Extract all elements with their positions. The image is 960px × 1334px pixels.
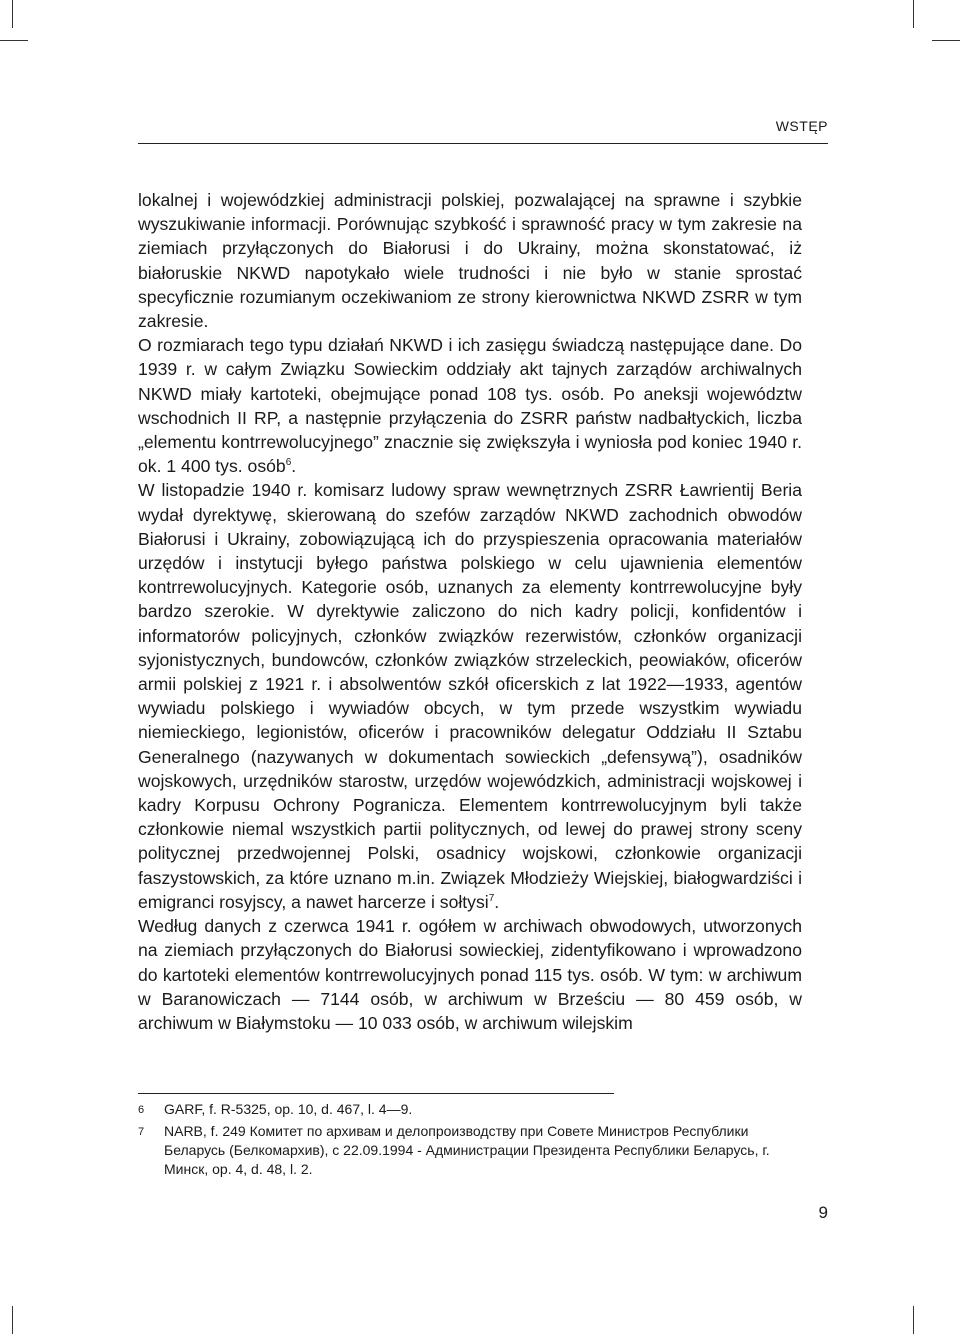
crop-mark — [932, 40, 960, 41]
crop-mark — [913, 0, 914, 28]
footnote-rule — [138, 1093, 614, 1094]
crop-mark — [913, 1306, 914, 1334]
paragraph: lokalnej i wojewódzkiej administracji polskiej, pozwalającej na sprawne i szybkie wyszukiwanie informacji. Porównując szybkość i sprawność pracy w tym zakresie na ziemiach przyłączonych do Białorusi i do Ukrainy, można skonstatować, iż białoruskie NKWD napotykało wiele trudności i nie było w stanie sprostać specyficznie rozumianym oczekiwaniom ze strony kierownictwa NKWD ZSRR w tym zakresie. — [138, 190, 802, 332]
footnotes — [138, 1100, 802, 1181]
footnote-number: 6 — [138, 1104, 145, 1116]
crop-mark — [12, 1306, 13, 1334]
footnote — [138, 1100, 802, 1120]
paragraph: W listopadzie 1940 r. komisarz ludowy spraw wewnętrznych ZSRR Ławrientij Beria wydał dyrektywę, skierowaną do szefów zarządów NKWD zachodnich obwodów Białorusi i Ukrainy, zobowiązującą ich do przyspieszenia opracowania materiałów urzędów i instytucji byłego państwa polskiego w celu ujawnienia elementów kontrrewolucyjnych. Kategorie osób, uznanych za elementy kontrrewolucyjne były bardzo szerokie. W dyrektywie zaliczono do nich kadry policji, konfidentów i informatorów policyjnych, członków związków rezerwistów, członków organizacji syjonistycznych, bundowców, członków związków strzeleckich, peowiaków, oficerów armii polskiej z 1921 r. i absolwentów szkół oficerskich z lat 1922—1933, agentów wywiadu polskiego i wywiadów obcych, w tym przede wszystkim wywiadu niemieckiego, legionistów, oficerów i pracowników delegatur Oddziału II Sztabu Generalnego (nazywanych w dokumentach sowieckich „defensywą”), osadników wojskowych, urzędników starostw, urzędów wojewódzkich, administracji wojskowej i kadry Korpusu Ochrony Pogranicza. Elementem kontrrewolucyjnym byli także członkowie niemal wszystkich partii politycznych, od lewej do prawej strony sceny politycznej przedwojennej Polski, osadnicy wojskowi, członkowie organizacji faszystowskich, za które uznano m.in. Związek Młodzieży Wiejskiej, białogwardziści i emigranci rosyjscy, a nawet harcerze i sołtysi$^7$. — [138, 480, 802, 912]
running-head: WSTĘP — [775, 118, 828, 134]
footnote-text: NARB, f. 249 Комитет по архивам и делопроизводству при Совете Министров Республики Беларусь (Белкомархив), с 22.09.1994 - Администрации Президента Республики Беларусь, г. Минск, ор. 4, d. 48, l. 2. — [164, 1123, 770, 1177]
footnote-text: GARF, f. R-5325, op. 10, d. 467, l. 4—9. — [164, 1101, 413, 1117]
main-text — [138, 188, 802, 1035]
paragraph: Według danych z czerwca 1941 r. ogółem w archiwach obwodowych, utworzonych na ziemiach przyłączonych do Białorusi sowieckiej, zidentyfikowano i wprowadzono do kartoteki elementów kontrrewolucyjnych ponad 115 tys. osób. W tym: w archiwum w Baranowiczach — 7144 osób, w archiwum w Brześciu — 80 459 osób, w archiwum w Białymstoku — 10 033 osób, w archiwum wilejskim — [138, 916, 802, 1033]
footnote-number: 7 — [138, 1126, 145, 1138]
page-number: 9 — [818, 1203, 828, 1222]
footnote — [138, 1122, 802, 1179]
header-rule — [138, 143, 828, 144]
crop-mark — [0, 40, 28, 41]
paragraph: O rozmiarach tego typu działań NKWD i ich zasięgu świadczą następujące dane. Do 1939 r. w całym Związku Sowieckim oddziały akt tajnych zarządów archiwalnych NKWD miały kartoteki, obejmujące ponad 108 tys. osób. Po aneksji województw wschodnich II RP, a następnie przyłączenia do ZSRR państw nadbałtyckich, liczba „elementu kontrrewolucyjnego” znacznie się zwiększyła i wyniosła pod koniec 1940 r. ok. 1 400 tys. osób$^6$. — [138, 335, 802, 477]
footnote-ref[interactable]: 6 — [285, 457, 292, 469]
footnote-ref[interactable]: 7 — [488, 893, 495, 905]
crop-mark — [12, 0, 13, 28]
